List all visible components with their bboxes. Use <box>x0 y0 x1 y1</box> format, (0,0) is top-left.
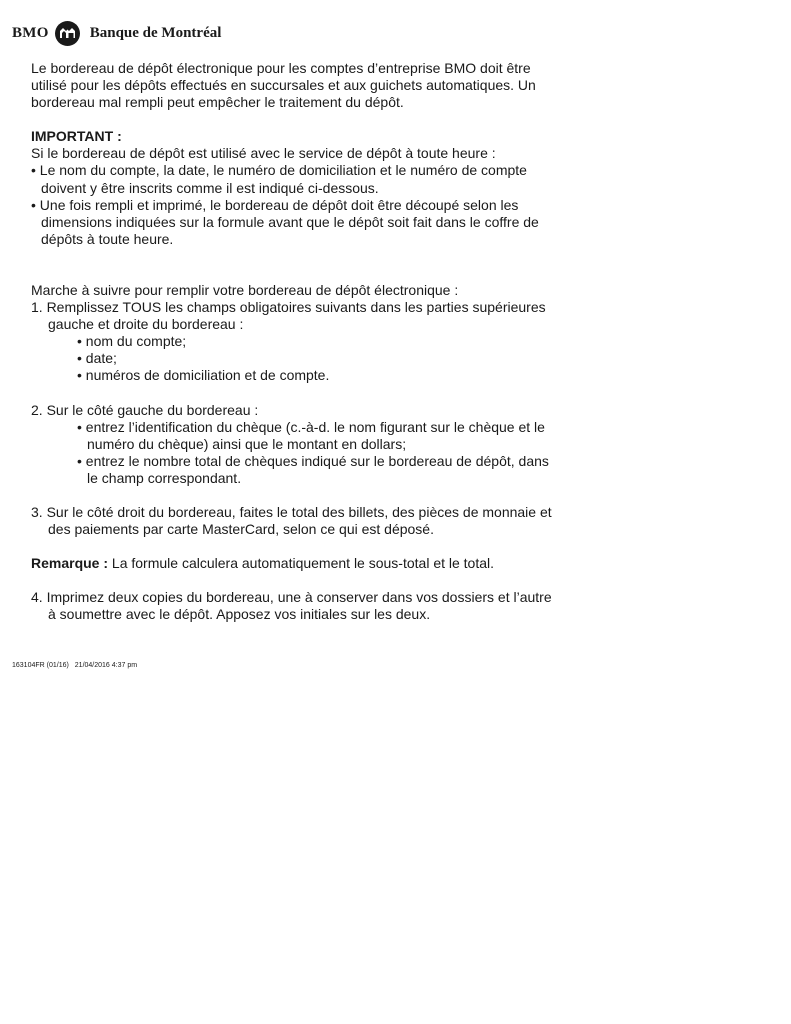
bmo-roundel-icon <box>55 21 80 46</box>
bank-header <box>12 16 221 50</box>
brand-abbrev: BMO <box>12 24 49 41</box>
remark-text: La formule calculera automatiquement le sous-total et le total. <box>108 555 495 572</box>
step-1-item: • numéros de domiciliation et de compte. <box>77 367 330 384</box>
step-2-item <box>31 453 581 487</box>
step-2: 2. Sur le côté gauche du bordereau : <box>31 401 259 418</box>
intro-line: bordereau mal rempli peut empêcher le traitement du dépôt. <box>31 94 404 111</box>
step-line: gauche et droite du bordereau : <box>48 316 244 333</box>
step-2-item <box>31 419 581 453</box>
instructions-body <box>31 60 581 623</box>
steps-intro: Marche à suivre pour remplir votre bordereau de dépôt électronique : <box>31 281 459 298</box>
step-line: 4. Imprimez deux copies du bordereau, une à conserver dans vos dossiers et l’autre <box>31 589 552 606</box>
remark <box>31 555 581 572</box>
intro-line: Le bordereau de dépôt électronique pour les comptes d’entreprise BMO doit être <box>31 60 531 76</box>
important-title: IMPORTANT : <box>31 128 122 145</box>
important-lead: Si le bordereau de dépôt est utilisé avec le service de dépôt à toute heure : <box>31 145 496 162</box>
step-line: • entrez le nombre total de chèques indiqué sur le bordereau de dépôt, dans <box>77 452 549 469</box>
bullet-line: dépôts à toute heure. <box>41 230 174 247</box>
bullet-line: doivent y être inscrits comme il est indiqué ci-dessous. <box>41 179 379 196</box>
step-line: 3. Sur le côté droit du bordereau, faites le total des billets, des pièces de monnaie et <box>31 503 552 520</box>
bullet-line: dimensions indiquées sur la formule avant que le dépôt soit fait dans le coffre de <box>41 213 539 230</box>
bullet-line: • Une fois rempli et imprimé, le bordereau de dépôt doit être découpé selon les <box>31 196 519 213</box>
remark-label: Remarque : <box>31 555 109 572</box>
print-timestamp: 21/04/2016 4:37 pm <box>74 662 138 669</box>
important-bullet <box>31 162 581 196</box>
form-code: 163104FR (01/16) <box>12 662 69 669</box>
bank-name: Banque de Montréal <box>89 24 222 41</box>
step-line: le champ correspondant. <box>87 469 242 486</box>
intro-line: utilisé pour les dépôts effectués en succursales et aux guichets automatiques. Un <box>31 77 536 94</box>
step-3 <box>31 504 581 538</box>
step-line: • entrez l’identification du chèque (c.-à-d. le nom figurant sur le chèque et le <box>77 418 545 435</box>
step-line: à soumettre avec le dépôt. Apposez vos initiales sur les deux. <box>48 606 431 623</box>
step-4 <box>31 589 581 623</box>
form-footer <box>12 662 141 669</box>
step-line: numéro du chèque) ainsi que le montant en dollars; <box>87 435 407 452</box>
bullet-line: • Le nom du compte, la date, le numéro de domiciliation et le numéro de compte <box>31 162 527 179</box>
step-line: des paiements par carte MasterCard, selon ce qui est déposé. <box>48 521 434 538</box>
step-1-item: • date; <box>77 350 117 367</box>
step-1 <box>31 299 581 333</box>
important-bullet <box>31 197 581 248</box>
step-1-item: • nom du compte; <box>77 333 187 350</box>
step-line: 1. Remplissez TOUS les champs obligatoires suivants dans les parties supérieures <box>31 299 546 316</box>
